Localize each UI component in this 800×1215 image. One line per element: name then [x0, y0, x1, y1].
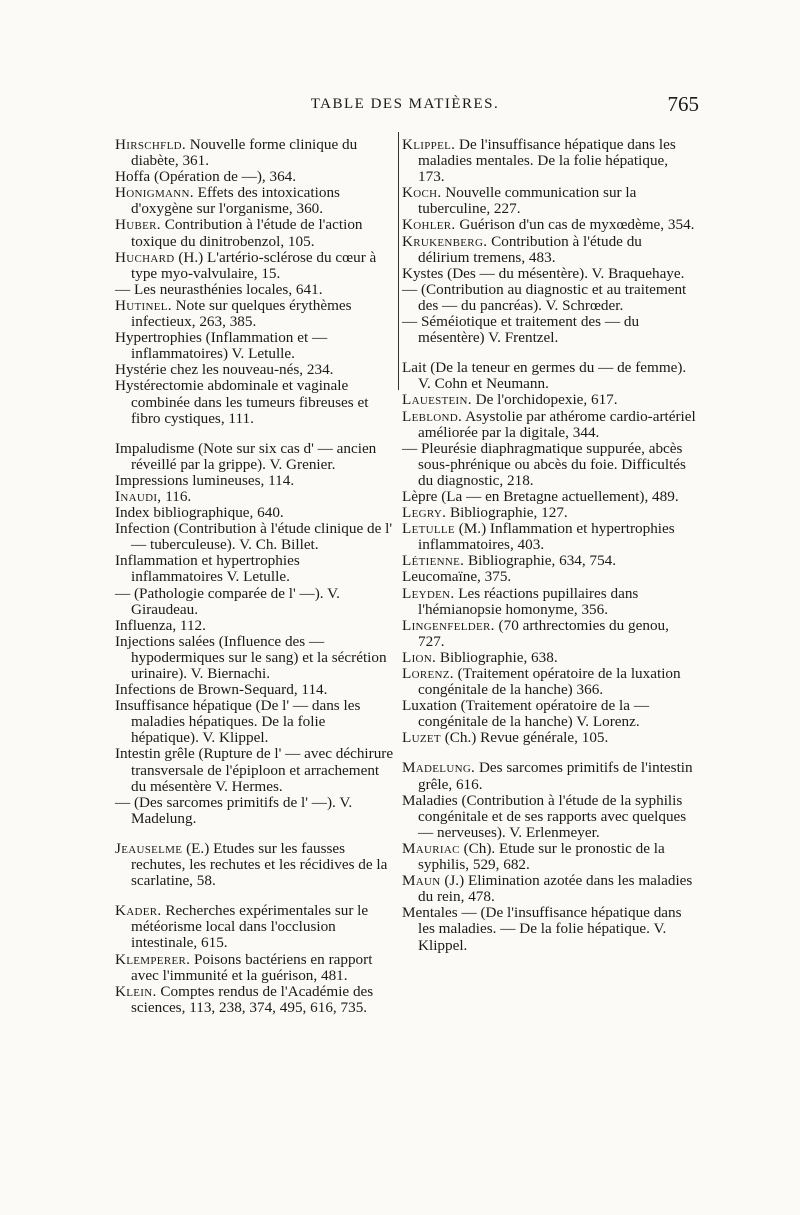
running-title: TABLE DES MATIÈRES. [310, 96, 500, 112]
author-name: Honigmann. [115, 184, 194, 202]
index-entry [115, 298, 395, 330]
author-name: Kohler. [402, 216, 456, 234]
left-column [115, 137, 395, 1016]
index-entry [115, 618, 395, 634]
index-entry [402, 521, 697, 553]
index-entry [115, 795, 395, 827]
index-entry [115, 984, 395, 1016]
entry-text: (J.) Elimination azotée dans les maladies du rein, 478. [418, 872, 693, 906]
index-entry [402, 553, 697, 569]
index-entry [402, 217, 697, 233]
index-entry [402, 282, 697, 314]
author-name: Krukenberg. [402, 232, 488, 250]
index-entry [115, 169, 395, 185]
index-entry [115, 698, 395, 746]
index-entry [115, 586, 395, 618]
entry-text: Lait (De la teneur en germes du — de femme). V. Cohn et Neumann. [402, 359, 687, 393]
author-name: Hutinel. [115, 296, 172, 314]
entry-text: Comptes rendus de l'Académie des sciences, 113, 238, 374, 495, 616, 735. [131, 982, 374, 1016]
author-name: Legry. [402, 504, 447, 522]
author-name: Lorenz. [402, 665, 454, 682]
index-entry [115, 489, 395, 505]
author-name: Jeauselme [115, 839, 183, 857]
index-entry [402, 666, 697, 698]
index-entry [115, 521, 395, 553]
index-entry [402, 505, 697, 521]
entry-text: Index bibliographique, 640. [115, 504, 284, 522]
author-name: Koch. [402, 184, 442, 202]
index-entry [115, 505, 395, 521]
entry-text: Guérison d'un cas de myxœdème, 354. [459, 216, 695, 234]
index-entry [115, 841, 395, 889]
author-name: Hirschfld. [115, 136, 186, 153]
author-name: Huber. [115, 216, 161, 234]
author-name: Klippel. [402, 136, 456, 153]
entry-text: Luxation (Traitement opératoire de la — congénitale de la hanche) V. Lorenz. [402, 697, 650, 731]
index-entry [402, 841, 697, 873]
index-entry [115, 330, 395, 362]
index-entry [402, 137, 697, 185]
author-name: Létienne. [402, 552, 465, 570]
entry-text: Contribution à l'étude du délirium tremens, 483. [418, 232, 642, 266]
entry-text: Les réactions pupillaires dans l'hémianopsie homonyme, 356. [418, 584, 639, 618]
entry-text: Influenza, 112. [115, 616, 206, 634]
entry-text: Hystérie chez les nouveau-nés, 234. [115, 361, 334, 379]
index-entry [402, 730, 697, 746]
index-entry [402, 586, 697, 618]
entry-text: Insuffisance hépatique (De l' — dans les maladies hépatiques. De la folie hépatique). V. Klippel. [115, 697, 361, 747]
index-entry [115, 185, 395, 217]
index-entry [115, 634, 395, 682]
index-entry [115, 362, 395, 378]
entry-text: — Séméiotique et traitement des — du mésentère) V. Frentzel. [402, 313, 640, 347]
index-entry [115, 682, 395, 698]
entry-text: Bibliographie, 638. [439, 648, 558, 666]
author-name: Leblond. [402, 407, 463, 425]
entry-text: Kystes (Des — du mésentère). V. Braquehaye. [402, 264, 685, 282]
author-name: Klein. [115, 982, 157, 1000]
entry-text: — (Des sarcomes primitifs de l' —). V. Madelung. [115, 793, 353, 827]
author-name: Letulle [402, 520, 455, 538]
index-entry [402, 650, 697, 666]
entry-text: Hypertrophies (Inflammation et — inflammatoires) V. Letulle. [115, 329, 328, 363]
index-entry [115, 746, 395, 794]
author-name: Mauriac [402, 839, 460, 857]
entry-text: Injections salées (Influence des — hypodermiques sur le sang) et la sécrétion urinaire). V. Biernachi. [115, 632, 387, 682]
index-entry [402, 266, 697, 282]
entry-text: Effets des intoxications d'oxygène sur l'organisme, 360. [131, 184, 340, 218]
entry-text: (E.) Etudes sur les fausses rechutes, les rechutes et les récidives de la scarlatine, 58. [131, 839, 388, 890]
index-entry [402, 314, 697, 346]
entry-text: (Ch.) Revue générale, 105. [444, 729, 609, 747]
index-entry [402, 618, 697, 650]
right-column [402, 137, 697, 954]
page-number: 765 [667, 92, 699, 116]
entry-text: — Pleurésie diaphragmatique suppurée, abcès sous-phrénique ou abcès du foie. Difficultés du diagnostic, 218. [402, 439, 686, 489]
index-entry [402, 234, 697, 266]
author-name: Klemperer. [115, 950, 191, 968]
entry-text: Nouvelle forme clinique du diabète, 361. [131, 136, 358, 170]
index-entry [402, 698, 697, 730]
index-entry [402, 569, 697, 585]
entry-text: Hoffa (Opération de —), 364. [115, 168, 297, 186]
entry-text: De l'orchidopexie, 617. [475, 391, 618, 409]
index-entry [402, 409, 697, 441]
index-entry [115, 217, 395, 249]
index-entry [402, 185, 697, 217]
author-name: Huchard [115, 248, 175, 266]
author-name: Maun [402, 872, 441, 890]
index-entry [402, 360, 697, 392]
entry-text: Mentales — (De l'insuffisance hépatique dans les maladies. — De la folie hépatique. V. Klippel. [402, 904, 682, 954]
index-entry [402, 441, 697, 489]
author-name: Lauestein. [402, 391, 472, 409]
entry-text: Hystérectomie abdominale et vaginale combinée dans les tumeurs fibreuses et fibro cystiques, 111. [115, 377, 369, 427]
author-name: Lingenfelder. [402, 616, 495, 634]
author-name: Lion. [402, 648, 437, 666]
entry-text: Inflammation et hypertrophies inflammatoires V. Letulle. [115, 552, 300, 586]
entry-text: Bibliographie, 127. [450, 504, 568, 522]
index-entry [402, 793, 697, 841]
index-entry [115, 553, 395, 585]
author-name: Kader. [115, 902, 162, 920]
index-entry [402, 760, 697, 792]
index-entry [115, 952, 395, 984]
entry-text: Leucomaïne, 375. [402, 568, 512, 586]
author-name: Madelung. [402, 759, 476, 777]
index-entry [115, 441, 395, 473]
entry-text: — (Contribution au diagnostic et au traitement des — du pancréas). V. Schrœder. [402, 280, 687, 314]
entry-text: Recherches expérimentales sur le météorisme local dans l'occlusion intestinale, 615. [131, 902, 369, 952]
entry-text: — Les neurasthénies locales, 641. [115, 280, 323, 298]
entry-text: Asystolie par athérome cardio-artériel améliorée par la digitale, 344. [418, 407, 696, 441]
entry-text: Note sur quelques érythèmes infectieux, 263, 385. [131, 296, 352, 331]
entry-text: (M.) Inflammation et hypertrophies inflammatoires, 403. [418, 520, 675, 554]
entry-text: De l'insuffisance hépatique dans les maladies mentales. De la folie hépatique, 173. [418, 136, 676, 186]
index-entry [115, 137, 395, 169]
column-divider [398, 132, 399, 390]
index-entry [402, 873, 697, 905]
entry-text: Nouvelle communication sur la tuberculine, 227. [418, 184, 637, 218]
page-header [111, 92, 699, 122]
entry-text: Infection (Contribution à l'étude clinique de l' — tuberculeuse). V. Ch. Billet. [115, 520, 393, 554]
entry-text: Impressions lumineuses, 114. [115, 471, 295, 489]
index-entry [115, 378, 395, 426]
entry-text: Lèpre (La — en Bretagne actuellement), 489. [402, 487, 679, 505]
entry-text: Intestin grêle (Rupture de l' — avec déchirure transversale de l'épiploon et arrachement du mésentère V. Hermes. [115, 745, 394, 795]
author-name: Leyden. [402, 584, 455, 602]
index-entry [402, 905, 697, 953]
entry-text: Poisons bactériens en rapport avec l'immunité et la guérison, 481. [131, 950, 373, 984]
entry-text: Bibliographie, 634, 754. [468, 552, 617, 570]
entry-text: Impaludisme (Note sur six cas d' — ancien réveillé par la grippe). V. Grenier. [115, 439, 377, 473]
index-entry [402, 392, 697, 408]
index-entry [115, 250, 395, 282]
author-name: Inaudi, [115, 487, 162, 505]
entry-text: Des sarcomes primitifs de l'intestin grêle, 616. [418, 759, 693, 793]
author-name: Luzet [402, 729, 441, 747]
entry-text: Contribution à l'étude de l'action toxique du dinitrobenzol, 105. [131, 216, 363, 250]
entry-text: 116. [165, 487, 192, 505]
entry-text: Maladies (Contribution à l'étude de la syphilis congénitale et de ses rapports avec quelques — nerveuses). V. Erlenmeyer. [402, 791, 687, 841]
index-entry [115, 903, 395, 951]
index-entry [115, 473, 395, 489]
entry-text: — (Pathologie comparée de l' —). V. Giraudeau. [115, 584, 340, 618]
index-entry [402, 489, 697, 505]
entry-text: (70 arthrectomies du genou, 727. [418, 616, 669, 650]
entry-text: (Ch). Etude sur le pronostic de la syphilis, 529, 682. [418, 839, 665, 874]
entry-text: Infections de Brown-Sequard, 114. [115, 681, 328, 699]
entry-text: (H.) L'artério-sclérose du cœur à type myo-valvulaire, 15. [131, 248, 377, 282]
entry-text: (Traitement opératoire de la luxation congénitale de la hanche) 366. [418, 665, 681, 699]
index-entry [115, 282, 395, 298]
